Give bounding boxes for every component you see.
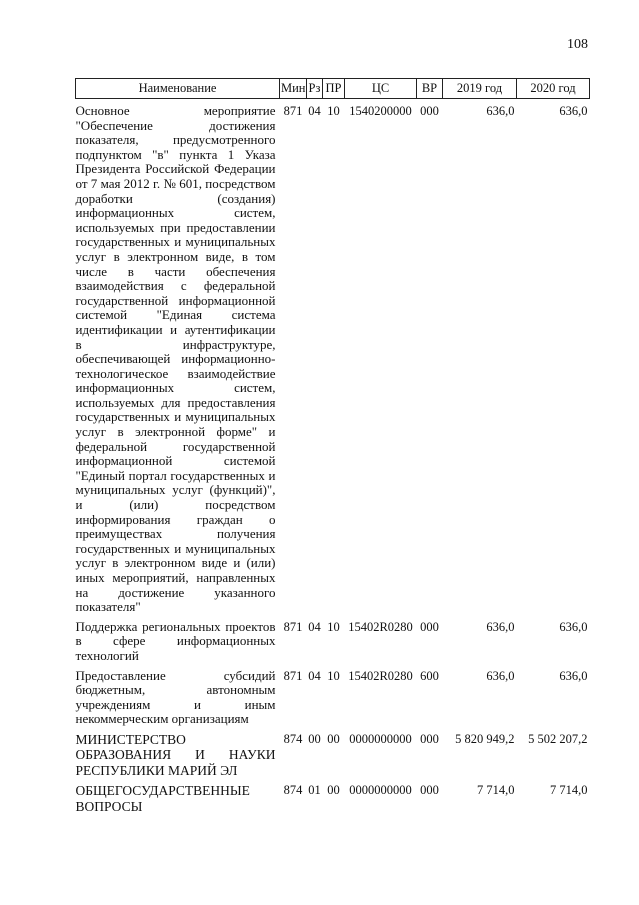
header-min: Мин xyxy=(280,79,307,99)
row-2019: 636,0 xyxy=(486,668,515,683)
row-2020: 5 502 207,2 xyxy=(528,731,588,746)
row-min: 871 xyxy=(283,104,303,118)
row-name: Предоставление субсидий бюджетным, автономным учреждениям и иным некоммерческим организациям xyxy=(75,667,276,727)
header-cs: ЦС xyxy=(345,79,417,99)
header-2019: 2019 год xyxy=(443,79,517,99)
row-2019: 636,0 xyxy=(486,619,515,634)
row-rz: 00 xyxy=(308,731,321,746)
row-name: ОБЩЕГОСУДАРСТВЕННЫЕ ВОПРОСЫ xyxy=(75,783,250,814)
row-2020: 7 714,0 xyxy=(550,783,588,798)
row-min: 871 xyxy=(283,668,303,683)
row-2020: 636,0 xyxy=(559,668,588,683)
table-row xyxy=(76,615,590,664)
table-header-row xyxy=(76,79,590,99)
row-pr: 10 xyxy=(327,104,340,118)
row-2019: 636,0 xyxy=(486,104,515,118)
row-2020: 636,0 xyxy=(559,104,588,118)
row-pr: 10 xyxy=(327,619,340,634)
row-pr: 00 xyxy=(327,783,340,798)
header-vr: ВР xyxy=(417,79,443,99)
table-row xyxy=(76,664,590,727)
row-cs: 0000000000 xyxy=(349,783,412,798)
row-min: 874 xyxy=(283,731,303,746)
row-pr: 10 xyxy=(327,668,340,683)
header-rz: Рз xyxy=(307,79,323,99)
row-vr: 000 xyxy=(420,731,439,746)
row-vr: 000 xyxy=(420,783,439,798)
header-pr: ПР xyxy=(323,79,345,99)
row-name: Основное мероприятие "Обеспечение достижения показателя, предусмотренного подпунктом "в" пункта 1 Указа Президента Российской Федерации от 7 мая 2012 г. № 601, посредством доработки (создания) информационных систем, используемых при предоставлении государственных и муниципальных услуг в электронном виде, в том числе в части обеспечения взаимодействия с федеральной государственной информационной системой "Единая система идентификации и аутентификации в инфраструктуре, обеспечивающей информационно-технологическое взаимодействие информационных систем, используемых для предоставления государственных и муниципальных услуг в электронной форме" и федеральной государственной информационной системой "Единый портал государственных и муниципальных услуг (функций)", и (или) посредством информирования граждан о преимуществах получения государственных и муниципальных услуг в электронном виде и (или) иных мероприятий, направленных на достижение указанного показателя" xyxy=(75,103,276,615)
table-row xyxy=(76,99,590,615)
table-row xyxy=(76,778,590,814)
row-name: Поддержка региональных проектов в сфере информационных технологий xyxy=(75,618,276,663)
row-2019: 5 820 949,2 xyxy=(455,731,515,746)
row-min: 874 xyxy=(283,783,303,798)
row-pr: 00 xyxy=(327,731,340,746)
row-rz: 04 xyxy=(308,104,321,118)
row-2019: 7 714,0 xyxy=(477,783,515,798)
row-rz: 04 xyxy=(308,619,321,634)
row-cs: 15402R0280 xyxy=(348,619,413,634)
row-vr: 600 xyxy=(420,668,439,683)
row-cs: 0000000000 xyxy=(349,731,412,746)
header-name: Наименование xyxy=(76,79,280,99)
row-name: МИНИСТЕРСТВО ОБРАЗОВАНИЯ И НАУКИ РЕСПУБЛИКИ МАРИЙ ЭЛ xyxy=(75,731,276,778)
page-number: 108 xyxy=(567,37,588,52)
row-rz: 04 xyxy=(308,668,321,683)
row-cs: 15402R0280 xyxy=(348,668,413,683)
budget-table xyxy=(75,78,590,814)
row-vr: 000 xyxy=(420,619,439,634)
row-vr: 000 xyxy=(420,104,439,118)
header-2020: 2020 год xyxy=(517,79,590,99)
row-cs: 1540200000 xyxy=(349,104,412,118)
row-2020: 636,0 xyxy=(559,619,588,634)
table-row xyxy=(76,727,590,779)
row-rz: 01 xyxy=(308,783,321,798)
row-min: 871 xyxy=(283,619,303,634)
